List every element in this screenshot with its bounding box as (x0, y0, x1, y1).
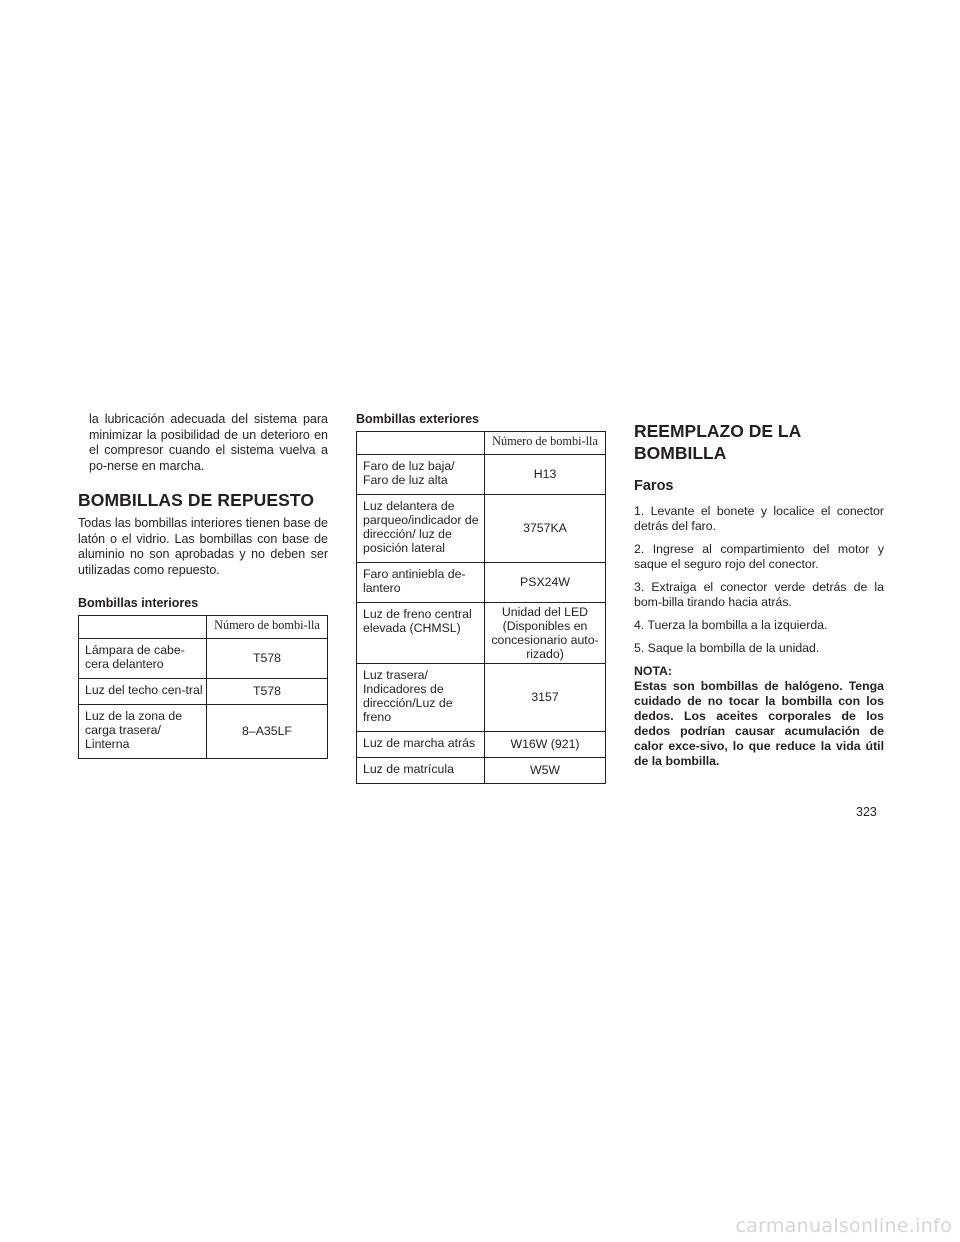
column-right (634, 412, 884, 769)
watermark-text: carmanualsonline.info (735, 1215, 952, 1237)
table-header-bulb-number: Número de bombi-lla (485, 432, 606, 455)
table-row (79, 704, 328, 758)
section-heading-bombillas-repuesto: BOMBILLAS DE REPUESTO (78, 490, 315, 510)
step-item: 5. Saque la bombilla de la unidad. (634, 641, 820, 655)
table-row (357, 731, 606, 757)
page-number: 323 (856, 805, 877, 819)
exterior-bulbs-table (356, 431, 606, 784)
table-cell-name: Luz de marcha atrás (357, 731, 485, 757)
table-row (357, 454, 606, 494)
table-cell-name: Luz del techo cen-tral (79, 678, 207, 704)
table-cell-number: PSX24W (485, 562, 606, 602)
interior-bulbs-table (78, 615, 328, 759)
table-cell-name: Lámpara de cabe-cera delantero (79, 638, 207, 678)
table-cell-number: W16W (921) (485, 731, 606, 757)
table-row (357, 494, 606, 562)
table-header-bulb-number: Número de bombi-lla (207, 616, 328, 639)
step-item: 4. Tuerza la bombilla a la izquierda. (634, 618, 828, 632)
table-row (79, 678, 328, 704)
table-row (357, 663, 606, 731)
table-cell-number: 8–A35LF (207, 704, 328, 758)
table-cell-name: Luz de matrícula (357, 757, 485, 783)
table-cell-name: Luz de freno central elevada (CHMSL) (357, 602, 485, 663)
table-cell-number: Unidad del LED (Disponibles en concesionario auto-rizado) (485, 602, 606, 663)
step-item: 2. Ingrese al compartimiento del motor y saque el seguro rojo del conector. (634, 542, 884, 571)
table-cell-number: T578 (207, 678, 328, 704)
section-heading-reemplazo: REEMPLAZO DE LA BOMBILLA (634, 421, 801, 463)
subheading-faros: Faros (634, 478, 674, 494)
table-header-blank (79, 616, 207, 639)
table-cell-name: Faro antiniebla de-lantero (357, 562, 485, 602)
intro-paragraph: Todas las bombillas interiores tienen base de latón o el vidrio. Las bombillas con base de aluminio no son aprobadas y no deben ser utilizadas como repuesto. (78, 516, 328, 577)
column-left (78, 412, 328, 759)
table-row (357, 562, 606, 602)
table-cell-name: Luz de la zona de carga trasera/ Linterna (79, 704, 207, 758)
table-header-row (357, 432, 606, 455)
note-text: Estas son bombillas de halógeno. Tenga cuidado de no tocar la bombilla con los dedos. Los aceites corporales de los dedos podrían causar acumulación de calor exce-sivo, lo que reduce la vida útil de la bombilla. (634, 679, 884, 768)
column-middle (356, 412, 606, 784)
table-cell-name: Luz delantera de parqueo/indicador de dirección/ luz de posición lateral (357, 494, 485, 562)
table-header-row (79, 616, 328, 639)
table-cell-number: 3757KA (485, 494, 606, 562)
table-cell-name: Faro de luz baja/ Faro de luz alta (357, 454, 485, 494)
table-title-exteriores: Bombillas exteriores (356, 412, 479, 426)
table-cell-number: W5W (485, 757, 606, 783)
step-item: 1. Levante el bonete y localice el conector detrás del faro. (634, 504, 884, 533)
table-cell-number: T578 (207, 638, 328, 678)
table-row (357, 602, 606, 663)
table-cell-name: Luz trasera/ Indicadores de dirección/Luz de freno (357, 663, 485, 731)
table-cell-number: H13 (485, 454, 606, 494)
step-item: 3. Extraiga el conector verde detrás de la bom-billa tirando hacia atrás. (634, 580, 884, 609)
continuation-paragraph: la lubricación adecuada del sistema para minimizar la posibilidad de un deterioro en el compresor cuando el sistema vuelva a po-nerse en marcha. (89, 412, 328, 473)
table-row (357, 757, 606, 783)
table-row (79, 638, 328, 678)
table-title-interiores: Bombillas interiores (78, 596, 199, 610)
note-label: NOTA: (634, 664, 673, 678)
table-cell-number: 3157 (485, 663, 606, 731)
table-header-blank (357, 432, 485, 455)
